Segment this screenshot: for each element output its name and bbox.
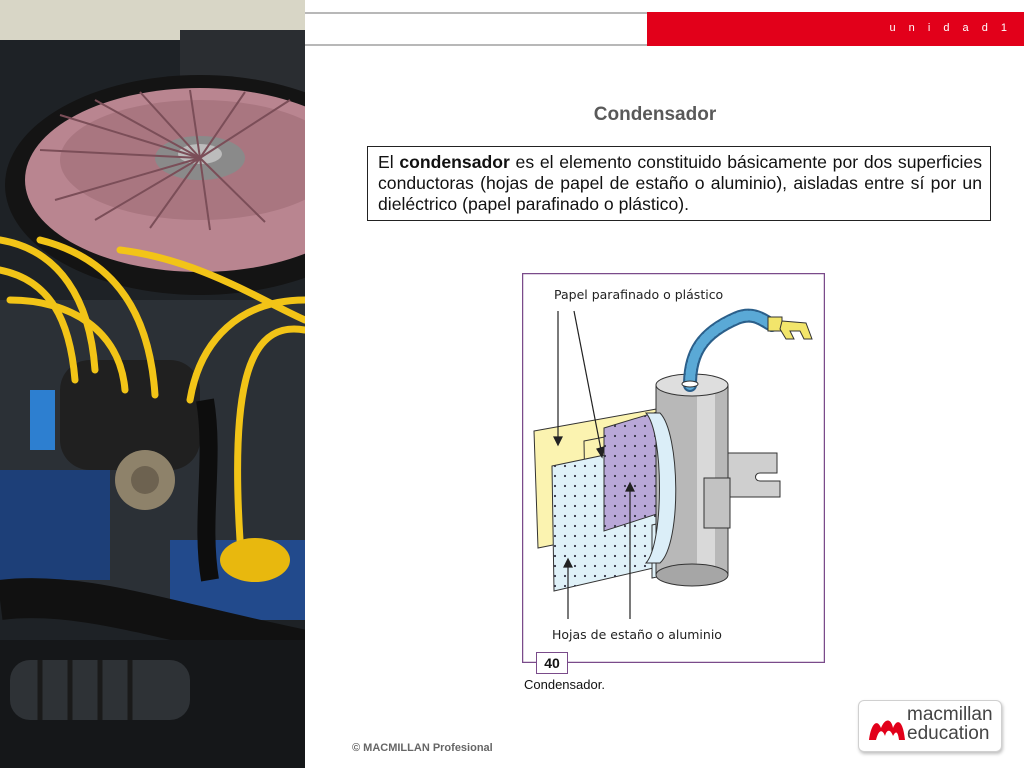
slide-title: Condensador bbox=[593, 104, 717, 125]
logo-line-education: education bbox=[907, 723, 990, 744]
copyright-notice: © MACMILLAN Profesional bbox=[352, 742, 493, 754]
macmillan-logo-icon bbox=[865, 704, 909, 748]
header-bottom-line bbox=[305, 44, 647, 46]
capacitor-figure bbox=[522, 273, 825, 663]
definition-lead: El bbox=[378, 152, 400, 172]
figure-caption: Condensador. bbox=[524, 677, 605, 692]
header-red-bar bbox=[647, 12, 1024, 46]
logo-line-macmillan: macmillan bbox=[907, 704, 993, 725]
label-tin-foil: Hojas de estaño o aluminio bbox=[552, 627, 722, 642]
figure-number: 40 bbox=[536, 652, 568, 674]
label-paraffin-paper: Papel parafinado o plástico bbox=[554, 287, 724, 302]
header-top-line bbox=[305, 12, 647, 14]
definition-body: es el elemento constituido básicamente por dos superficies conductoras (hojas de papel de estaño o aluminio), aisladas entre sí por un dieléctrico (papel parafinado o plástico). bbox=[378, 152, 982, 214]
definition-box bbox=[367, 146, 991, 221]
macmillan-education-logo bbox=[858, 700, 1002, 752]
engine-photo bbox=[0, 0, 305, 768]
unit-label: u n i d a d 1 bbox=[889, 22, 1012, 34]
definition-term: condensador bbox=[399, 152, 510, 172]
